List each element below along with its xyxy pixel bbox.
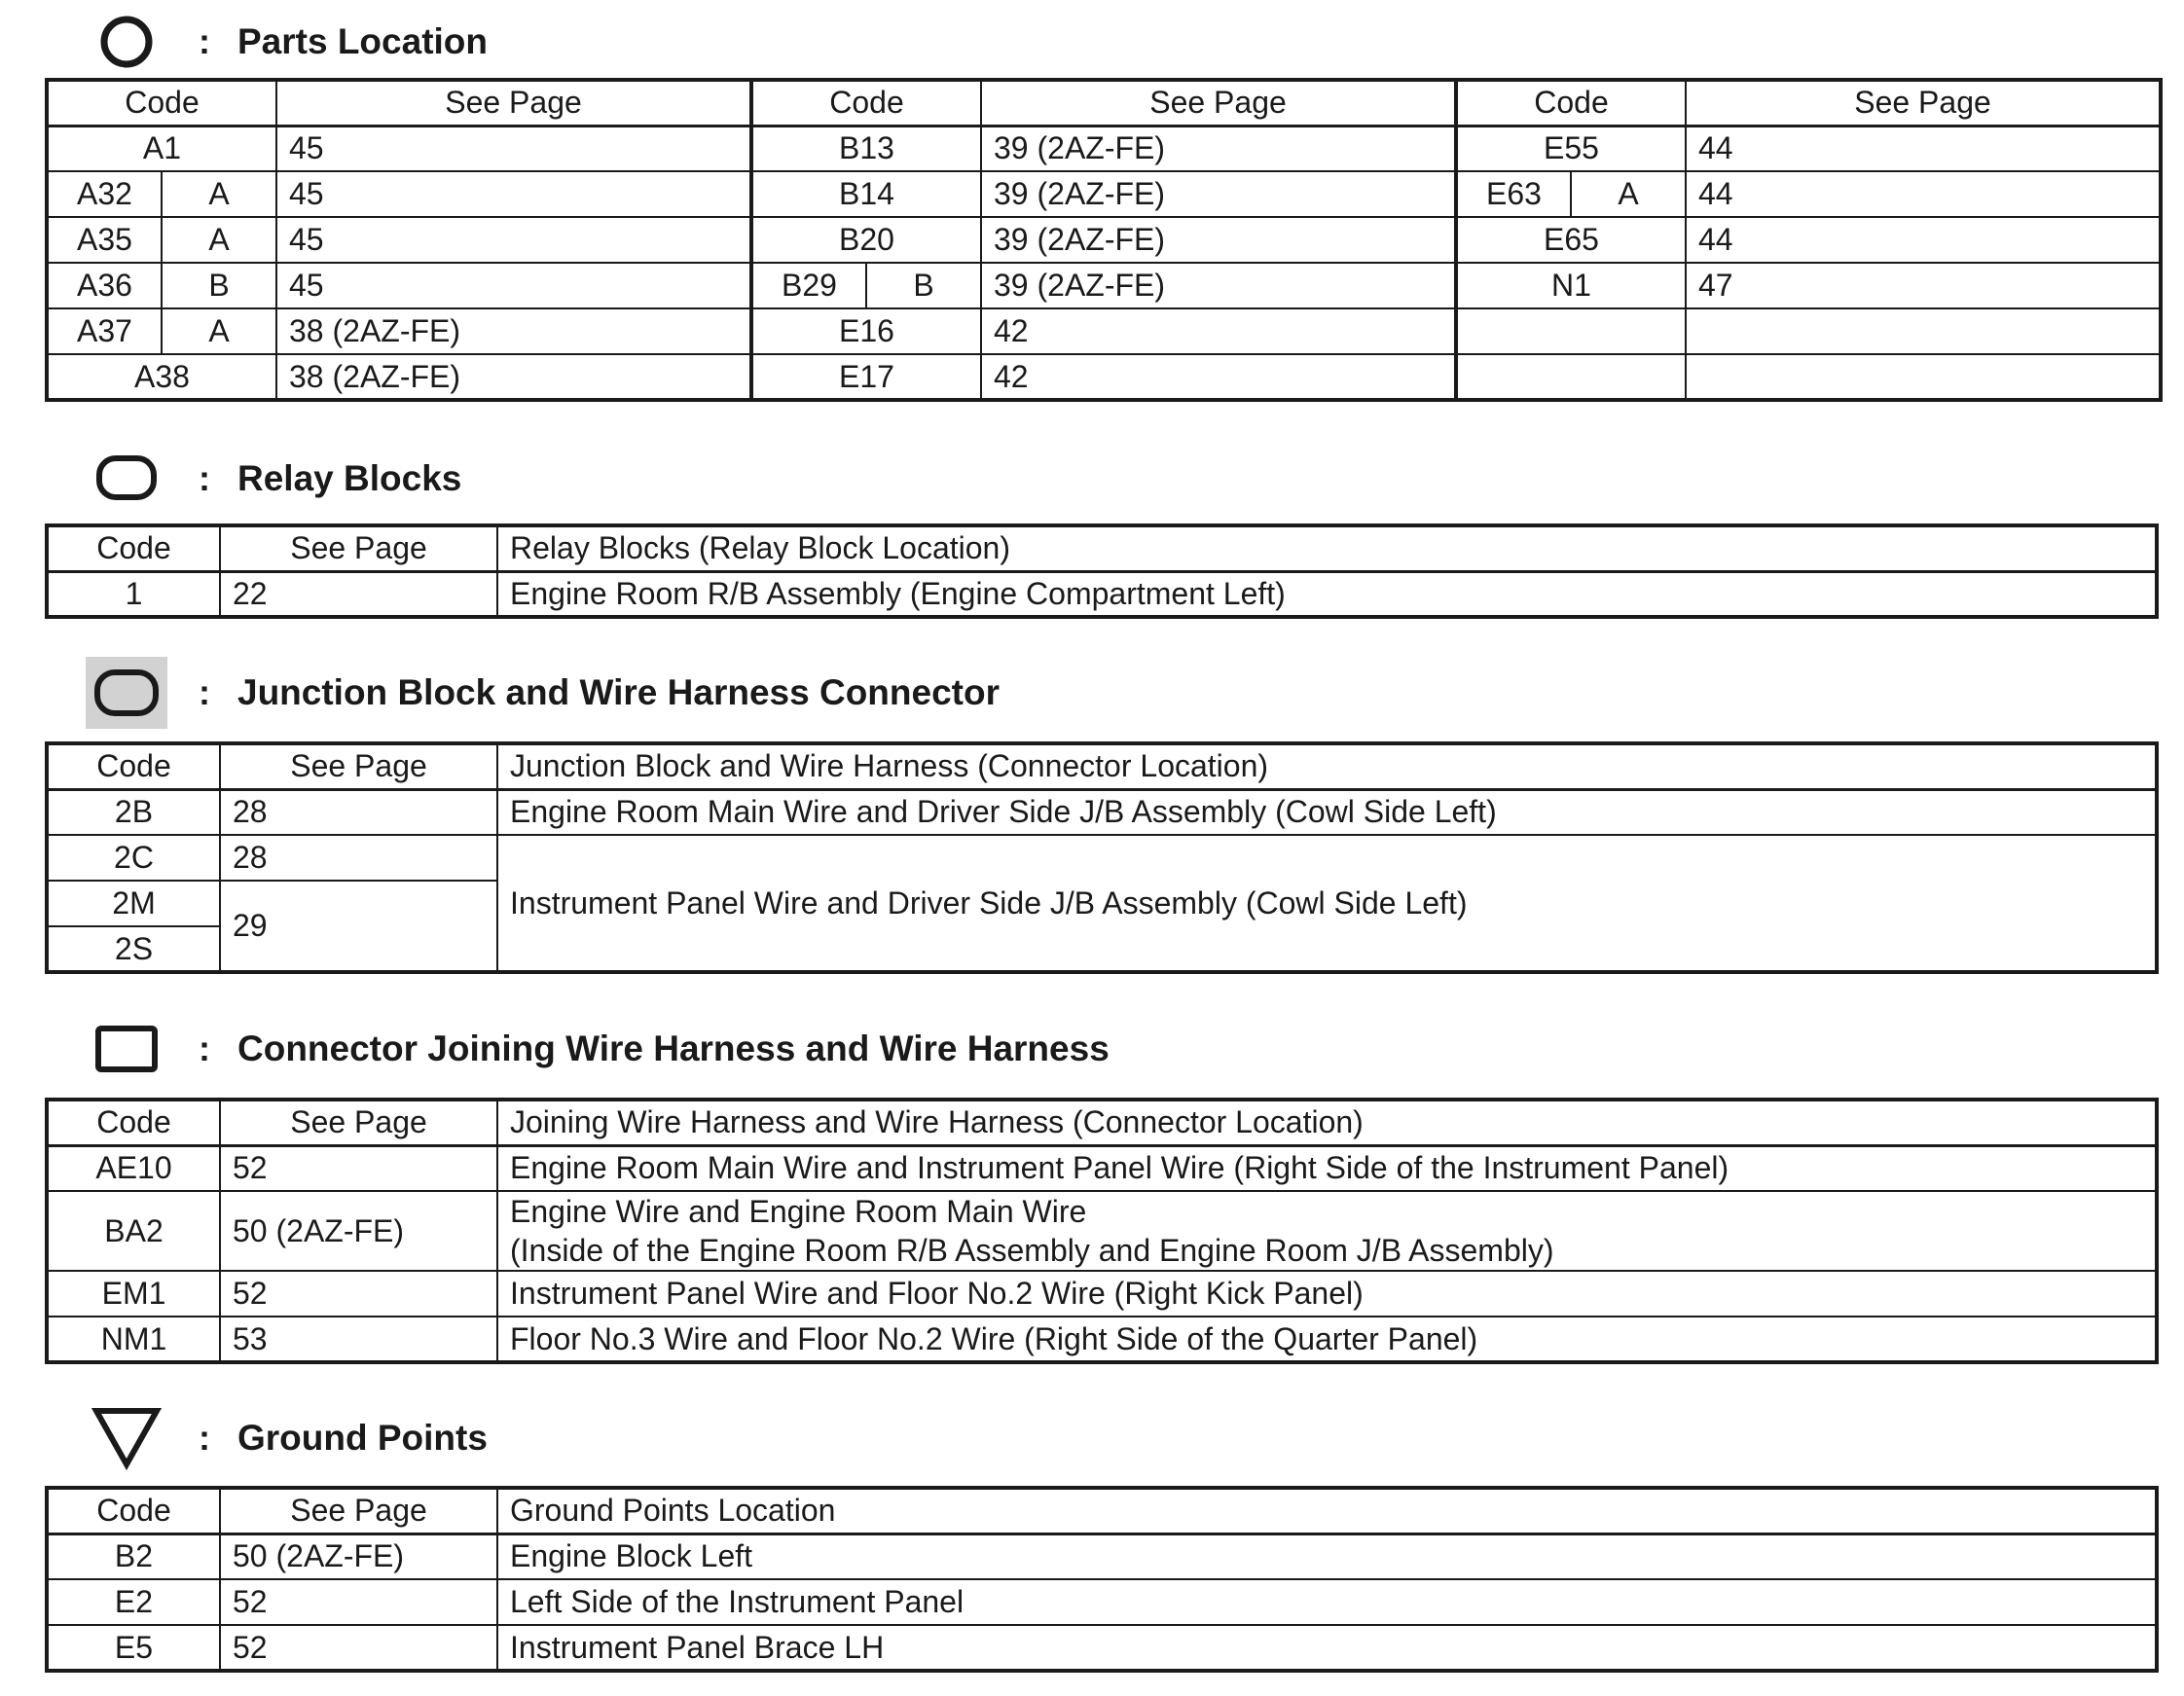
description-line: (Inside of the Engine Room R/B Assembly and Engine Room J/B Assembly)	[510, 1233, 1554, 1268]
shaded-rounded-rectangle-icon	[78, 654, 175, 732]
table-row	[47, 308, 2161, 354]
table-row	[47, 263, 2161, 308]
page-cell: 45	[276, 263, 751, 308]
code-cell: A32	[47, 171, 162, 217]
code-cell: E5	[47, 1625, 220, 1671]
triangle-down-icon	[78, 1399, 175, 1477]
code-cell: A37	[47, 308, 162, 354]
table-header-row	[47, 743, 2157, 789]
section-colon: :	[199, 21, 210, 61]
section-header-relay-blocks	[78, 440, 461, 518]
description-cell: Instrument Panel Brace LH	[497, 1625, 2157, 1671]
header-code: Code	[1456, 80, 1686, 126]
header-description: Relay Blocks (Relay Block Location)	[497, 525, 2157, 571]
page-cell	[1686, 354, 2161, 400]
junction-block-table	[45, 741, 2159, 974]
page-cell: 44	[1686, 171, 2161, 217]
page-cell: 52	[220, 1579, 497, 1625]
description-cell: Engine Room Main Wire and Driver Side J/B Assembly (Cowl Side Left)	[497, 789, 2157, 835]
code-cell: B14	[751, 171, 981, 217]
code-cell: BA2	[47, 1191, 220, 1271]
code-cell: 2M	[47, 881, 220, 926]
table-row	[47, 571, 2157, 617]
page-cell: 38 (2AZ-FE)	[276, 354, 751, 400]
code-cell: E55	[1456, 126, 1686, 171]
code-cell: N1	[1456, 263, 1686, 308]
relay-blocks-table	[45, 523, 2159, 619]
section-title: Relay Blocks	[237, 458, 462, 498]
header-code: Code	[47, 1488, 220, 1534]
page-cell: 22	[220, 571, 497, 617]
header-see-page: See Page	[1686, 80, 2161, 126]
sub-code-cell: A	[162, 217, 276, 263]
page-cell: 28	[220, 789, 497, 835]
table-row	[47, 789, 2157, 835]
section-header-ground-points	[78, 1399, 488, 1477]
page-cell: 39 (2AZ-FE)	[981, 263, 1456, 308]
page-cell	[1686, 308, 2161, 354]
page-cell: 52	[220, 1145, 497, 1191]
description-cell: Floor No.3 Wire and Floor No.2 Wire (Right Side of the Quarter Panel)	[497, 1317, 2157, 1362]
header-see-page: See Page	[220, 1100, 497, 1145]
connector-joining-table	[45, 1098, 2159, 1364]
table-row	[47, 1145, 2157, 1191]
description-cell	[497, 1191, 2157, 1271]
page-cell: 42	[981, 308, 1456, 354]
table-row	[47, 1271, 2157, 1317]
code-cell: 2S	[47, 926, 220, 972]
page-cell: 52	[220, 1625, 497, 1671]
page-cell: 45	[276, 126, 751, 171]
table-row	[47, 1625, 2157, 1671]
header-description: Joining Wire Harness and Wire Harness (Connector Location)	[497, 1100, 2157, 1145]
section-colon: :	[199, 1418, 210, 1458]
page-cell: 39 (2AZ-FE)	[981, 217, 1456, 263]
table-row	[47, 1579, 2157, 1625]
page-cell: 44	[1686, 217, 2161, 263]
header-code: Code	[47, 1100, 220, 1145]
section-title: Parts Location	[237, 21, 488, 61]
description-cell: Instrument Panel Wire and Driver Side J/B Assembly (Cowl Side Left)	[497, 835, 2157, 972]
table-header-row	[47, 80, 2161, 126]
table-row	[47, 1534, 2157, 1579]
description-cell: Instrument Panel Wire and Floor No.2 Wire (Right Kick Panel)	[497, 1271, 2157, 1317]
page-cell: 50 (2AZ-FE)	[220, 1534, 497, 1579]
table-row	[47, 217, 2161, 263]
code-cell: NM1	[47, 1317, 220, 1362]
rounded-rectangle-icon	[78, 440, 175, 518]
section-header-parts-location	[78, 3, 488, 81]
section-title: Ground Points	[237, 1418, 488, 1458]
code-cell: B2	[47, 1534, 220, 1579]
header-description: Junction Block and Wire Harness (Connector Location)	[497, 743, 2157, 789]
sub-code-cell: A	[162, 308, 276, 354]
description-cell: Engine Block Left	[497, 1534, 2157, 1579]
page-cell: 50 (2AZ-FE)	[220, 1191, 497, 1271]
table-header-row	[47, 1488, 2157, 1534]
description-cell: Engine Room Main Wire and Instrument Panel Wire (Right Side of the Instrument Panel)	[497, 1145, 2157, 1191]
code-cell: A35	[47, 217, 162, 263]
header-code: Code	[47, 80, 276, 126]
code-cell: EM1	[47, 1271, 220, 1317]
sub-code-cell: B	[162, 263, 276, 308]
code-cell: 2C	[47, 835, 220, 881]
page-cell: 45	[276, 217, 751, 263]
page-cell: 39 (2AZ-FE)	[981, 171, 1456, 217]
code-cell: E65	[1456, 217, 1686, 263]
header-code: Code	[47, 525, 220, 571]
section-colon: :	[199, 458, 210, 498]
page-cell: 39 (2AZ-FE)	[981, 126, 1456, 171]
table-row	[47, 171, 2161, 217]
page-cell: 52	[220, 1271, 497, 1317]
page-cell: 29	[220, 881, 497, 972]
code-cell: AE10	[47, 1145, 220, 1191]
section-title: Junction Block and Wire Harness Connector	[237, 672, 1000, 712]
code-cell	[1456, 308, 1686, 354]
section-colon: :	[199, 1028, 210, 1068]
header-see-page: See Page	[220, 1488, 497, 1534]
circle-icon	[78, 3, 175, 81]
code-cell: E2	[47, 1579, 220, 1625]
sub-code-cell: A	[1571, 171, 1686, 217]
description-line: Engine Wire and Engine Room Main Wire	[510, 1194, 1087, 1229]
code-cell: B13	[751, 126, 981, 171]
ground-points-table	[45, 1486, 2159, 1673]
section-header-connector-joining	[78, 1010, 1110, 1088]
table-row	[47, 835, 2157, 881]
header-see-page: See Page	[220, 743, 497, 789]
description-cell: Engine Room R/B Assembly (Engine Compartment Left)	[497, 571, 2157, 617]
code-cell: E63	[1456, 171, 1571, 217]
sub-code-cell: A	[162, 171, 276, 217]
section-colon: :	[199, 672, 210, 712]
table-row	[47, 1191, 2157, 1271]
section-header-junction-block	[78, 654, 1000, 732]
code-cell: B29	[751, 263, 866, 308]
header-code: Code	[47, 743, 220, 789]
section-title: Connector Joining Wire Harness and Wire Harness	[237, 1028, 1110, 1068]
header-description: Ground Points Location	[497, 1488, 2157, 1534]
table-row	[47, 1317, 2157, 1362]
table-row	[47, 354, 2161, 400]
table-row	[47, 126, 2161, 171]
code-cell: B20	[751, 217, 981, 263]
code-cell: A36	[47, 263, 162, 308]
sub-code-cell: B	[866, 263, 981, 308]
header-code: Code	[751, 80, 981, 126]
code-cell	[1456, 354, 1686, 400]
header-see-page: See Page	[276, 80, 751, 126]
code-cell: E16	[751, 308, 981, 354]
page-cell: 53	[220, 1317, 497, 1362]
code-cell: 2B	[47, 789, 220, 835]
square-icon	[78, 1010, 175, 1088]
page-cell: 44	[1686, 126, 2161, 171]
code-cell: E17	[751, 354, 981, 400]
parts-location-table	[45, 78, 2163, 402]
page-cell: 38 (2AZ-FE)	[276, 308, 751, 354]
table-header-row	[47, 525, 2157, 571]
code-cell: A1	[47, 126, 276, 171]
header-see-page: See Page	[981, 80, 1456, 126]
page-cell: 42	[981, 354, 1456, 400]
code-cell: A38	[47, 354, 276, 400]
description-cell: Left Side of the Instrument Panel	[497, 1579, 2157, 1625]
header-see-page: See Page	[220, 525, 497, 571]
page-cell: 47	[1686, 263, 2161, 308]
page-cell: 45	[276, 171, 751, 217]
table-header-row	[47, 1100, 2157, 1145]
code-cell: 1	[47, 571, 220, 617]
page-cell: 28	[220, 835, 497, 881]
